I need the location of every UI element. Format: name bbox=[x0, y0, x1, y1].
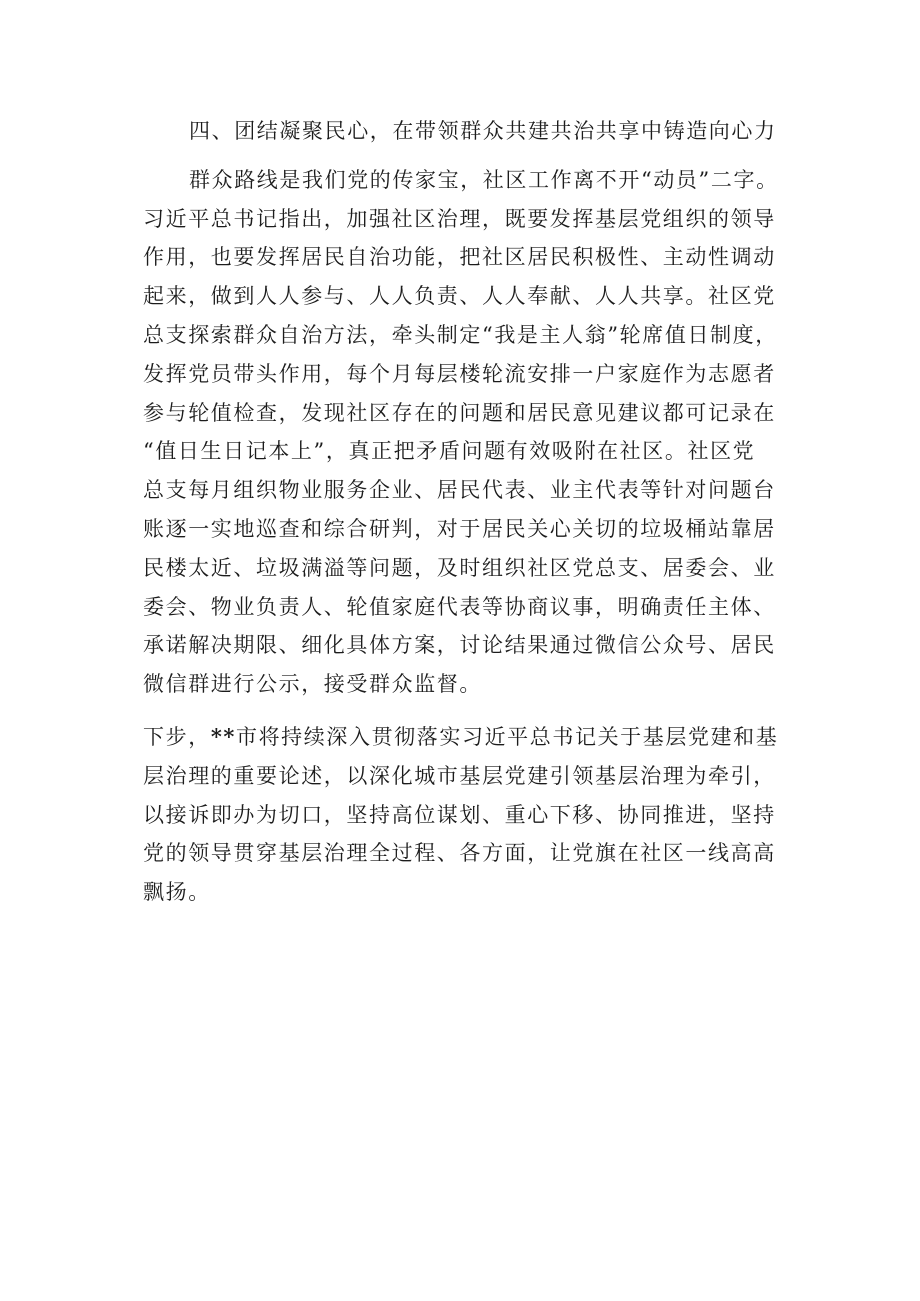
paragraph-1-line: 民楼太近、垃圾满溢等问题，及时组织社区党总支、居委会、业 bbox=[143, 555, 776, 580]
paragraph-2-line: 以接诉即办为切口，坚持高位谋划、重心下移、协同推进，坚持 bbox=[143, 802, 776, 827]
paragraph-1-line: 习近平总书记指出，加强社区治理，既要发挥基层党组织的领导 bbox=[143, 206, 776, 231]
paragraph-1-line: 承诺解决期限、细化具体方案，讨论结果通过微信公众号、居民 bbox=[143, 633, 776, 658]
paragraph-1-line: 总支探索群众自治方法，牵头制定“我是主人翁”轮席值日制度， bbox=[143, 322, 778, 347]
section-heading: 四、团结凝聚民心，在带领群众共建共治共享中铸造向心力 bbox=[189, 119, 777, 143]
paragraph-1 bbox=[143, 161, 793, 704]
paragraph-1-line: 群众路线是我们党的传家宝，社区工作离不开“动员”二字。 bbox=[189, 167, 779, 192]
redacted-city-mask: ** bbox=[210, 723, 236, 749]
paragraph-1-line: 委会、物业负责人、轮值家庭代表等协商议事，明确责任主体、 bbox=[143, 594, 776, 619]
paragraph-2-first-line bbox=[143, 718, 793, 757]
document-body bbox=[143, 112, 793, 912]
paragraph-1-line: 参与轮值检查，发现社区存在的问题和居民意见建议都可记录在 bbox=[143, 400, 776, 425]
paragraph-1-line: 发挥党员带头作用，每个月每层楼轮流安排一户家庭作为志愿者 bbox=[143, 361, 776, 386]
paragraph-2-line: 层治理的重要论述，以深化城市基层党建引领基层治理为牵引， bbox=[143, 763, 776, 788]
paragraph-2-line: 党的领导贯穿基层治理全过程、各方面，让党旗在社区一线高高 bbox=[143, 841, 776, 866]
paragraph-2 bbox=[143, 718, 793, 912]
paragraph-1-line: 总支每月组织物业服务企业、居民代表、业主代表等针对问题台 bbox=[143, 478, 776, 503]
paragraph-2-lead: 下步， bbox=[143, 724, 211, 749]
paragraph-1-line: 微信群进行公示，接受群众监督。 bbox=[143, 672, 482, 697]
paragraph-1-line: 账逐一实地巡查和综合研判，对于居民关心关切的垃圾桶站靠居 bbox=[143, 516, 776, 541]
paragraph-1-line: 作用，也要发挥居民自治功能，把社区居民积极性、主动性调动 bbox=[143, 245, 776, 270]
paragraph-1-line: “值日生日记本上”，真正把矛盾问题有效吸附在社区。社区党 bbox=[143, 439, 756, 464]
paragraph-2-line: 飘扬。 bbox=[143, 880, 211, 905]
paragraph-1-line: 起来，做到人人参与、人人负责、人人奉献、人人共享。社区党 bbox=[143, 284, 776, 309]
paragraph-2-lead-rest: 市将持续深入贯彻落实习近平总书记关于基层党建和基 bbox=[235, 724, 779, 749]
